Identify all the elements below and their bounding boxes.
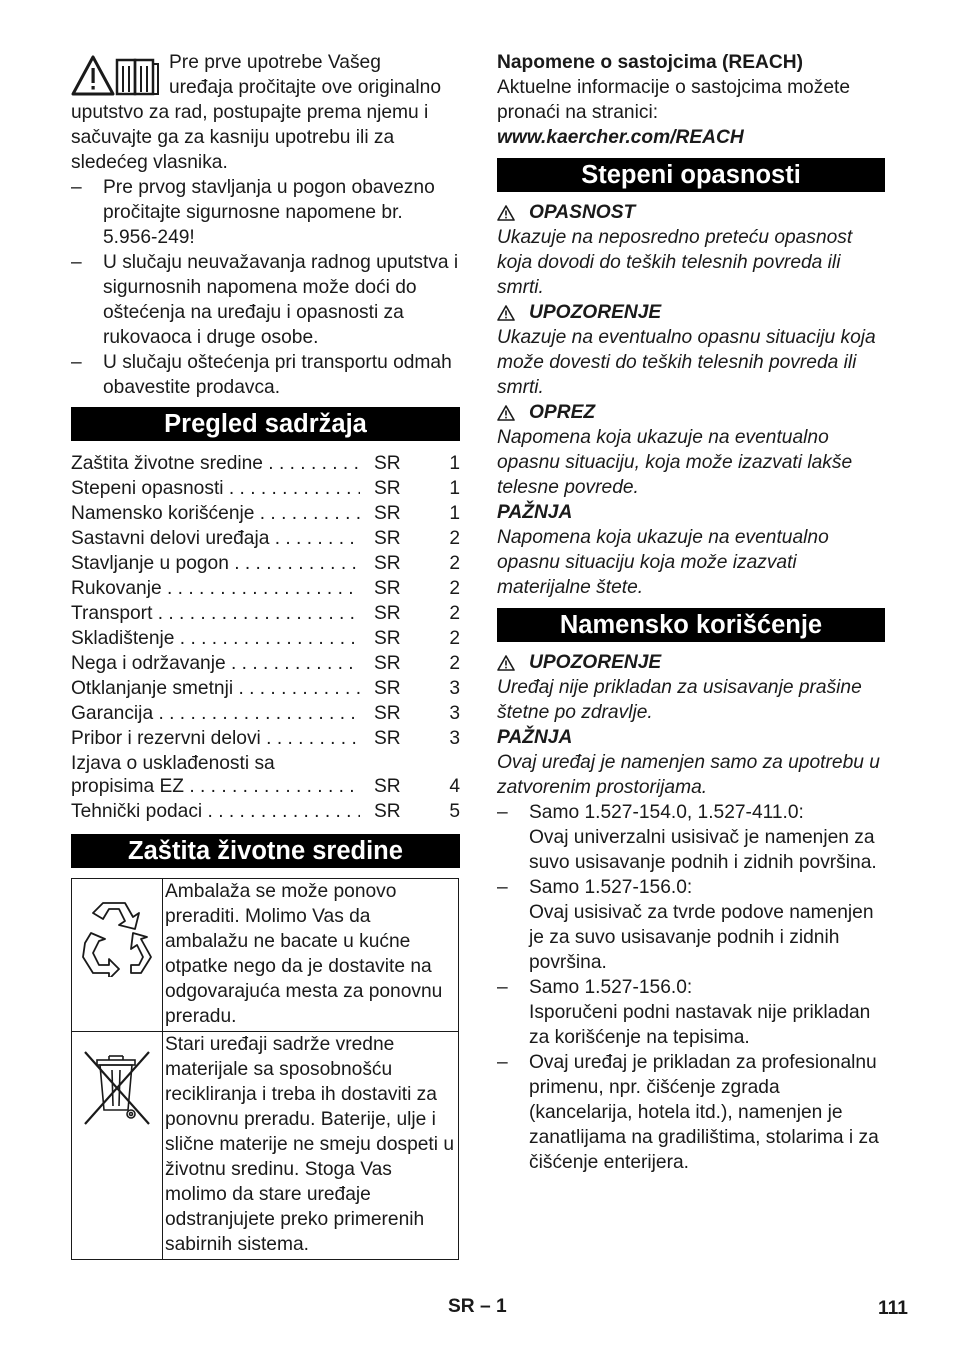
use-item-body: Ovaj usisivač za tvrde podove namenjen je za suvo usisavanje podnih i zidnih površina.	[529, 902, 874, 973]
use-attention-label: PAŽNJA	[497, 727, 573, 748]
warning-label-row	[497, 300, 885, 325]
dash-bullet: –	[71, 352, 82, 373]
toc-row[interactable]	[71, 451, 460, 476]
toc-row[interactable]	[71, 476, 460, 501]
toc-title: Zaštita životne sredine . . .	[71, 451, 360, 476]
toc-page: 4	[449, 776, 460, 797]
dash-bullet: –	[497, 802, 508, 823]
right-column	[497, 50, 885, 1175]
warning-label: UPOZORENJE	[529, 302, 662, 323]
dash-bullet: –	[497, 977, 508, 998]
toc-page: 2	[449, 553, 460, 574]
caution-text: Napomena koja ukazuje na eventualno opasnu situaciju, koja može izazvati lakše telesne povrede.	[497, 427, 853, 498]
reach-url-link[interactable]: www.kaercher.com/REACH	[497, 127, 744, 148]
toc-heading: Pregled sadržaja	[71, 407, 460, 441]
intro-block	[71, 50, 460, 400]
intro-item-text: Pre prvog stavljanja u pogon obavezno pročitajte sigurnosne napomene br. 5.956-249!	[103, 177, 435, 248]
toc-title: Otklanjanje smetnji . . .	[71, 676, 360, 701]
toc-lang: SR	[374, 703, 401, 724]
toc-lang: SR	[374, 603, 401, 624]
toc-page: 5	[449, 801, 460, 822]
warning-triangle-icon	[497, 655, 515, 671]
intro-item	[71, 175, 460, 250]
toc-page: 2	[449, 528, 460, 549]
toc-row[interactable]	[71, 526, 460, 551]
intro-item	[71, 250, 460, 350]
toc-title: Skladištenje . . .	[71, 626, 360, 651]
toc-lang: SR	[374, 776, 401, 797]
toc-row[interactable]	[71, 551, 460, 576]
toc-row[interactable]	[71, 626, 460, 651]
warning-and-manual-icon	[71, 54, 165, 100]
intro-text: uputstvo za rad, postupajte prema njemu i sačuvajte ga za kasniju upotrebu ili za sledećeg vlasnika.	[71, 102, 429, 173]
toc-title: Garancija . . .	[71, 701, 360, 726]
toc-title: propisima EZ . . .	[71, 774, 360, 799]
toc-row[interactable]	[71, 601, 460, 626]
footer-section-label: SR – 1	[448, 1296, 507, 1317]
toc-lang: SR	[374, 678, 401, 699]
reach-heading: Napomene o sastojcima (REACH)	[497, 52, 803, 73]
packaging-text: Ambalaža se može ponovo preraditi. Molimo Vas da ambalažu ne bacate u kućne otpatke nego da je dostavite na odgovarajuća mesta za ponovnu preradu.	[163, 879, 459, 1032]
toc-lang: SR	[374, 628, 401, 649]
environment-table	[71, 878, 459, 1260]
attention-text: Napomena koja ukazuje na eventualno opasnu situaciju koja može izazvati materijalne štete.	[497, 527, 829, 598]
use-item-head: Samo 1.527-156.0:	[529, 977, 693, 998]
toc-title: Namensko korišćenje . . .	[71, 501, 360, 526]
recycling-icon-cell	[72, 879, 163, 1032]
table-of-contents	[71, 451, 460, 824]
toc-page: 2	[449, 628, 460, 649]
toc-title: Transport . . .	[71, 601, 360, 626]
toc-page: 2	[449, 603, 460, 624]
use-item	[497, 975, 885, 1050]
intended-use-heading: Namensko korišćenje	[497, 608, 885, 642]
toc-row[interactable]	[71, 774, 460, 799]
toc-row[interactable]	[71, 701, 460, 726]
use-item	[497, 875, 885, 975]
toc-page: 2	[449, 653, 460, 674]
toc-title: Sastavni delovi uređaja . . .	[71, 526, 360, 551]
toc-title: Nega i održavanje . . .	[71, 651, 360, 676]
toc-title: Stavljanje u pogon . . .	[71, 551, 360, 576]
dash-bullet: –	[71, 177, 82, 198]
use-item	[497, 1050, 885, 1175]
use-warning-label-row	[497, 650, 885, 675]
intro-item	[71, 350, 460, 400]
danger-text: Ukazuje na neposredno preteću opasnost koja dovodi do teških telesnih povreda ili smrti.	[497, 227, 853, 298]
hazard-levels-heading: Stepeni opasnosti	[497, 158, 885, 192]
intro-line-1: Pre prve upotrebe Vašeg	[169, 52, 381, 73]
toc-row[interactable]	[71, 651, 460, 676]
toc-lang: SR	[374, 478, 401, 499]
toc-title: Stepeni opasnosti . . .	[71, 476, 360, 501]
reach-text: Aktuelne informacije o sastojcima možete pronaći na stranici:	[497, 77, 850, 123]
attention-label: PAŽNJA	[497, 502, 573, 523]
warning-triangle-icon	[497, 305, 515, 321]
toc-lang: SR	[374, 453, 401, 474]
toc-row[interactable]	[71, 501, 460, 526]
toc-lang: SR	[374, 528, 401, 549]
dash-bullet: –	[497, 877, 508, 898]
warning-text: Ukazuje na eventualno opasnu situaciju koja može dovesti do teških telesnih povreda ili smrti.	[497, 327, 876, 398]
old-devices-text: Stari uređaji sadrže vredne materijale sa sposobnošću recikliranja i treba ih dostaviti za ponovnu preradu. Baterije, ulje i slične materije ne smeju dospeti u životnu sredinu. Stoga Vas molimo da stare uređaje odstranjujete preko primerenih sabirnih sistema.	[163, 1032, 459, 1260]
toc-declaration-line[interactable]: Izjava o usklađenosti sa	[71, 753, 275, 774]
toc-page: 3	[449, 678, 460, 699]
toc-page: 1	[449, 453, 460, 474]
use-item-body: Ovaj uređaj je prikladan za profesionalnu primenu, npr. čišćenje zgrada (kancelarija, hotela itd.), namenjen je zanatlijama na gradilištima, stolarima i za čišćenje enterijera.	[529, 1052, 879, 1173]
use-attention-text: Ovaj uređaj je namenjen samo za upotrebu u zatvorenim prostorijama.	[497, 752, 880, 798]
use-warning-text: Uređaj nije prikladan za usisavanje prašine štetne po zdravlje.	[497, 677, 862, 723]
weee-icon-cell	[72, 1032, 163, 1260]
toc-page: 1	[449, 478, 460, 499]
use-item-head: Samo 1.527-156.0:	[529, 877, 693, 898]
warning-triangle-icon	[497, 205, 515, 221]
toc-row[interactable]	[71, 726, 460, 751]
toc-title: Pribor i rezervni delovi . . .	[71, 726, 360, 751]
use-item-body: Ovaj univerzalni usisivač je namenjen za suvo usisavanje podnih i zidnih površina.	[529, 827, 877, 873]
footer-page-number: 111	[878, 1298, 908, 1319]
danger-label: OPASNOST	[529, 202, 636, 223]
environment-heading: Zaštita životne sredine	[71, 834, 460, 868]
toc-row[interactable]	[71, 799, 460, 824]
intro-item-text: U slučaju oštećenja pri transportu odmah obavestite prodavca.	[103, 352, 452, 398]
caution-label: OPREZ	[529, 402, 596, 423]
dash-bullet: –	[497, 1052, 508, 1073]
danger-label-row	[497, 200, 885, 225]
toc-lang: SR	[374, 728, 401, 749]
toc-title: Tehnički podaci . . .	[71, 799, 360, 824]
warning-triangle-icon	[497, 405, 515, 421]
use-item	[497, 800, 885, 875]
use-warning-label: UPOZORENJE	[529, 652, 662, 673]
use-item-body: Isporučeni podni nastavak nije prikladan za korišćenje na tepisima.	[529, 1002, 871, 1048]
toc-lang: SR	[374, 801, 401, 822]
toc-page: 3	[449, 728, 460, 749]
toc-page: 1	[449, 503, 460, 524]
toc-page: 2	[449, 578, 460, 599]
intro-line-2: uređaja pročitajte ove originalno	[169, 77, 441, 98]
recycling-icon	[79, 895, 155, 977]
use-item-head: Samo 1.527-154.0, 1.527-411.0:	[529, 802, 804, 823]
toc-page: 3	[449, 703, 460, 724]
intro-item-text: U slučaju neuvažavanja radnog uputstva i sigurnosnih napomena može doći do oštećenja na uređaju i opasnosti za rukovaoca i druge osobe.	[103, 252, 459, 348]
toc-lang: SR	[374, 553, 401, 574]
toc-lang: SR	[374, 503, 401, 524]
toc-row[interactable]	[71, 676, 460, 701]
crossed-bin-icon	[79, 1048, 155, 1128]
dash-bullet: –	[71, 252, 82, 273]
toc-lang: SR	[374, 578, 401, 599]
toc-lang: SR	[374, 653, 401, 674]
toc-title: Rukovanje . . .	[71, 576, 360, 601]
toc-row[interactable]	[71, 576, 460, 601]
caution-label-row	[497, 400, 885, 425]
left-column	[71, 50, 460, 1260]
